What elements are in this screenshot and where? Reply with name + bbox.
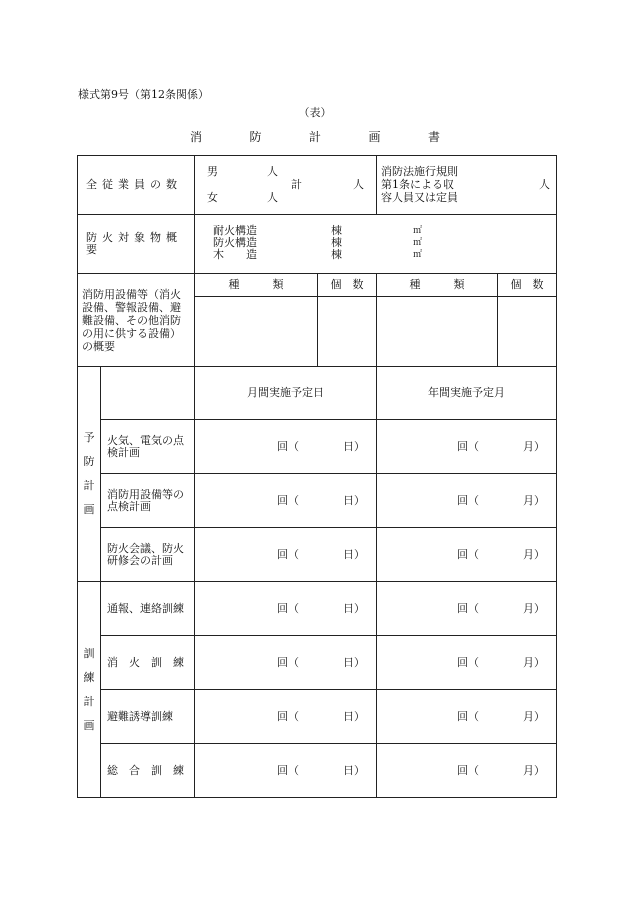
equipment-kind-header: 種 類 xyxy=(377,274,498,297)
capacity-label-1: 消防法施行規則 xyxy=(381,165,458,178)
employees-label-cell xyxy=(78,156,195,215)
equipment-label-cell xyxy=(78,274,195,367)
training-row-label: 避難誘導訓練 xyxy=(101,690,195,744)
month-unit: 月） xyxy=(523,439,545,453)
section-char: 計 xyxy=(83,479,95,492)
capacity-unit: 人 xyxy=(539,178,550,191)
section-char: 予 xyxy=(83,431,95,444)
title-char: 消 xyxy=(190,130,203,144)
section-char: 防 xyxy=(83,455,95,468)
section-char: 訓 xyxy=(83,646,95,660)
building-label-cell xyxy=(78,215,195,274)
yearly-schedule-cell[interactable] xyxy=(377,690,557,744)
title-char: 画 xyxy=(368,130,381,144)
training-section-label xyxy=(78,582,101,798)
building-unit-area: ㎡ xyxy=(413,226,423,236)
equipment-count-cell[interactable] xyxy=(318,297,377,367)
capacity-cell xyxy=(377,156,557,215)
day-unit: 日） xyxy=(343,709,365,723)
times-unit: 回（ xyxy=(277,493,299,507)
times-unit: 回（ xyxy=(457,763,479,777)
building-unit-count: 棟 xyxy=(331,248,342,261)
building-unit-count: 棟 xyxy=(331,236,342,249)
building-unit-area: ㎡ xyxy=(413,238,423,248)
times-unit: 回（ xyxy=(277,763,299,777)
equipment-label: 消防用設備等（消火設備、警報設備、避難設備、その他消防の用に供する設備）の概要 xyxy=(82,288,181,353)
training-row-label: 消 火 訓 練 xyxy=(101,636,195,690)
month-unit: 月） xyxy=(523,763,545,777)
times-unit: 回（ xyxy=(277,709,299,723)
month-unit: 月） xyxy=(523,547,545,561)
equipment-kind-cell[interactable] xyxy=(377,297,498,367)
equipment-kind-cell[interactable] xyxy=(195,297,318,367)
female-label: 女 xyxy=(207,191,218,204)
title-char: 防 xyxy=(249,130,262,144)
times-unit: 回（ xyxy=(457,493,479,507)
month-unit: 月） xyxy=(523,493,545,507)
yearly-schedule-cell[interactable] xyxy=(377,744,557,798)
section-char: 画 xyxy=(83,718,95,732)
monthly-schedule-cell[interactable] xyxy=(195,528,377,582)
form-number: 様式第9号（第12条関係） xyxy=(78,88,209,101)
prevention-section-label xyxy=(78,367,101,582)
day-unit: 日） xyxy=(343,547,365,561)
yearly-schedule-cell[interactable] xyxy=(377,474,557,528)
day-unit: 日） xyxy=(343,601,365,615)
times-unit: 回（ xyxy=(457,439,479,453)
female-unit: 人 xyxy=(267,191,278,204)
monthly-schedule-cell[interactable] xyxy=(195,582,377,636)
title-char: 計 xyxy=(308,130,321,144)
times-unit: 回（ xyxy=(457,709,479,723)
training-row-label: 総 合 訓 練 xyxy=(101,744,195,798)
times-unit: 回（ xyxy=(277,547,299,561)
monthly-schedule-cell[interactable] xyxy=(195,636,377,690)
employees-label: 全従業員の数 xyxy=(86,178,182,191)
prevention-row-label: 防火会議、防火研修会の計画 xyxy=(101,528,195,582)
times-unit: 回（ xyxy=(457,655,479,669)
monthly-header: 月間実施予定日 xyxy=(195,367,377,420)
prevention-row-label: 消防用設備等の点検計画 xyxy=(101,474,195,528)
month-unit: 月） xyxy=(523,655,545,669)
day-unit: 日） xyxy=(343,655,365,669)
day-unit: 日） xyxy=(343,763,365,777)
yearly-schedule-cell[interactable] xyxy=(377,582,557,636)
yearly-header: 年間実施予定月 xyxy=(377,367,557,420)
yearly-schedule-cell[interactable] xyxy=(377,636,557,690)
male-label: 男 xyxy=(207,165,218,178)
section-char: 練 xyxy=(83,670,95,684)
male-unit: 人 xyxy=(267,165,278,178)
times-unit: 回（ xyxy=(277,601,299,615)
monthly-schedule-cell[interactable] xyxy=(195,690,377,744)
day-unit: 日） xyxy=(343,493,365,507)
side-label: （表） xyxy=(298,106,332,119)
building-details-cell xyxy=(195,215,557,274)
employees-count-cell xyxy=(195,156,377,215)
capacity-label-3: 容人員又は定員 xyxy=(381,191,458,204)
times-unit: 回（ xyxy=(457,601,479,615)
times-unit: 回（ xyxy=(277,655,299,669)
building-type: 耐火構造 xyxy=(213,224,257,237)
yearly-schedule-cell[interactable] xyxy=(377,420,557,474)
building-type: 防火構造 xyxy=(213,236,257,249)
equipment-count-cell[interactable] xyxy=(498,297,557,367)
total-unit: 人 xyxy=(353,178,364,191)
prevention-row-label: 火気、電気の点検計画 xyxy=(101,420,195,474)
building-unit-count: 棟 xyxy=(331,224,342,237)
equipment-count-header: 個 数 xyxy=(498,274,557,297)
capacity-label-2: 第1条による収 xyxy=(381,178,454,191)
prevention-blank-header xyxy=(101,367,195,420)
section-char: 画 xyxy=(83,503,95,516)
times-unit: 回（ xyxy=(457,547,479,561)
fire-plan-form xyxy=(77,155,557,798)
equipment-count-header: 個 数 xyxy=(318,274,377,297)
monthly-schedule-cell[interactable] xyxy=(195,474,377,528)
training-row-label: 通報、連絡訓練 xyxy=(101,582,195,636)
building-type: 木 造 xyxy=(213,248,257,261)
document-title xyxy=(190,128,440,145)
month-unit: 月） xyxy=(523,601,545,615)
times-unit: 回（ xyxy=(277,439,299,453)
section-char: 計 xyxy=(83,694,95,708)
yearly-schedule-cell[interactable] xyxy=(377,528,557,582)
monthly-schedule-cell[interactable] xyxy=(195,744,377,798)
title-char: 書 xyxy=(427,130,440,144)
monthly-schedule-cell[interactable] xyxy=(195,420,377,474)
equipment-kind-header: 種 類 xyxy=(195,274,318,297)
month-unit: 月） xyxy=(523,709,545,723)
building-label: 防火対象物概要 xyxy=(86,231,182,256)
building-unit-area: ㎡ xyxy=(413,250,423,260)
day-unit: 日） xyxy=(343,439,365,453)
total-label: 計 xyxy=(291,178,302,191)
